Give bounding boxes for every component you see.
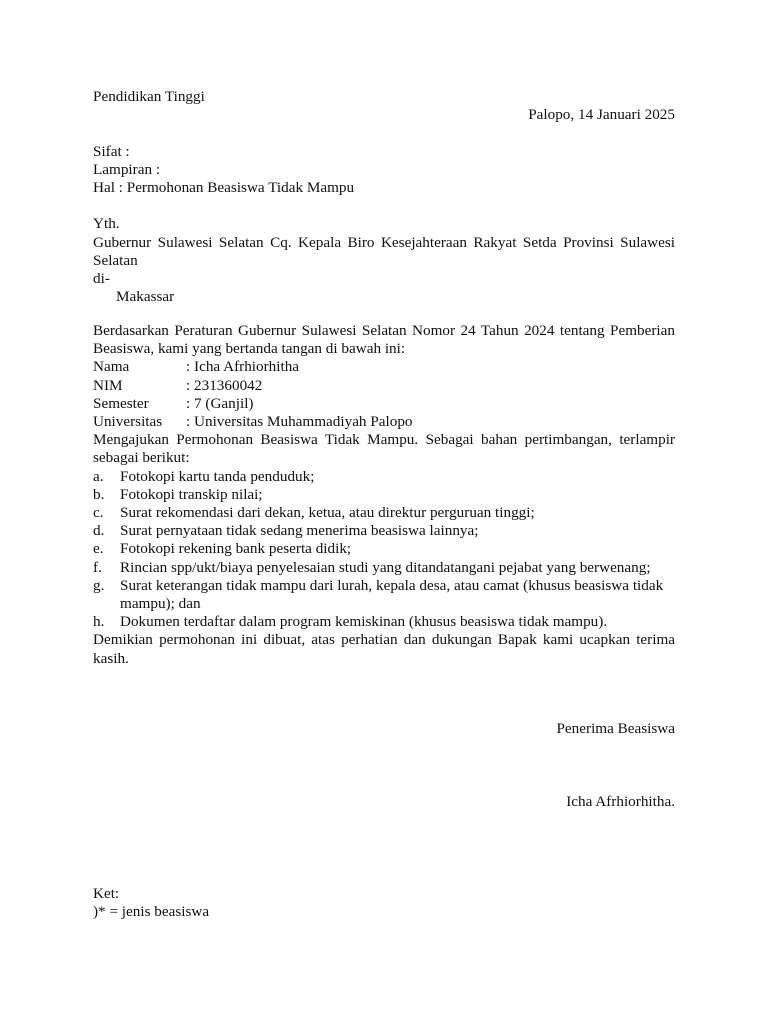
recipient-name: Gubernur Sulawesi Selatan Cq. Kepala Biro Kesejahteraan Rakyat Setda Provinsi Sulawesi Selatan: [93, 233, 675, 269]
list-marker: d.: [93, 522, 105, 540]
field-row-nim: [93, 377, 675, 395]
field-row-semester: [93, 395, 675, 413]
attachment-list: [93, 468, 675, 632]
identity-fields: [93, 358, 675, 431]
header-org: Pendidikan Tinggi: [93, 88, 205, 105]
header-place-date: Palopo, 14 Januari 2025: [528, 106, 675, 124]
field-value: : 231360042: [186, 376, 263, 394]
list-item: [93, 577, 675, 613]
list-marker: g.: [93, 576, 105, 594]
list-marker: e.: [93, 540, 104, 558]
list-item: [93, 486, 675, 504]
list-item: [93, 468, 675, 486]
field-label: Semester: [93, 394, 149, 412]
body-request: Mengajukan Permohonan Beasiswa Tidak Mampu. Sebagai bahan pertimbangan, terlampir sebagai berikut:: [93, 431, 675, 467]
letter-header: [93, 88, 675, 306]
list-item-text: Surat rekomendasi dari dekan, ketua, atau direktur perguruan tinggi;: [120, 504, 535, 522]
field-label: Universitas: [93, 413, 163, 431]
list-marker: c.: [93, 504, 104, 522]
list-item: [93, 613, 675, 631]
field-value: : 7 (Ganjil): [186, 394, 254, 412]
list-item-text: Surat pernyataan tidak sedang menerima beasiswa lainnya;: [120, 522, 479, 540]
list-item: [93, 504, 675, 522]
body-intro: Berdasarkan Peraturan Gubernur Sulawesi Selatan Nomor 24 Tahun 2024 tentang Pemberian Beasiswa, kami yang bertanda tangan di bawah ini:: [93, 322, 675, 358]
list-marker: a.: [93, 467, 104, 485]
meta-hal: Hal : Permohonan Beasiswa Tidak Mampu: [93, 179, 355, 196]
footnote-note: )* = jenis beasiswa: [93, 903, 210, 921]
recipient-di: di-: [93, 270, 110, 287]
list-marker: b.: [93, 485, 105, 503]
field-row-universitas: [93, 413, 675, 431]
recipient-city: Makassar: [116, 288, 175, 306]
list-marker: f.: [93, 558, 102, 576]
field-row-nama: [93, 358, 675, 376]
list-item-text: Fotokopi rekening bank peserta didik;: [120, 540, 352, 558]
recipient-yth: Yth.: [93, 215, 120, 233]
footnote: [93, 885, 675, 921]
signature-name: Icha Afrhiorhitha.: [566, 793, 675, 810]
list-item-text: Fotokopi transkip nilai;: [120, 485, 263, 503]
field-value: : Icha Afrhiorhitha: [186, 358, 300, 376]
list-item-text: Fotokopi kartu tanda penduduk;: [120, 467, 315, 485]
field-label: NIM: [93, 376, 123, 394]
list-item: [93, 559, 675, 577]
list-item-text: Rincian spp/ukt/biaya penyelesaian studi yang ditandatangani pejabat yang berwenang;: [120, 558, 651, 576]
list-item-text: Surat keterangan tidak mampu dari lurah, kepala desa, atau camat (khusus beasiswa tidak mampu); dan: [120, 576, 664, 613]
footnote-label: Ket:: [93, 885, 120, 902]
list-item: [93, 540, 675, 558]
field-label: Nama: [93, 358, 130, 376]
list-item-text: Dokumen terdaftar dalam program kemiskinan (khusus beasiswa tidak mampu).: [120, 613, 608, 631]
list-item: [93, 522, 675, 540]
letter-body: [93, 322, 675, 668]
meta-sifat: Sifat :: [93, 142, 130, 160]
signature-role: Penerima Beasiswa: [556, 720, 675, 737]
body-closing: Demikian permohonan ini dibuat, atas perhatian dan dukungan Bapak kami ucapkan terima kasih.: [93, 631, 675, 667]
meta-lampiran: Lampiran :: [93, 160, 161, 178]
field-value: : Universitas Muhammadiyah Palopo: [186, 413, 413, 431]
list-marker: h.: [93, 613, 105, 631]
